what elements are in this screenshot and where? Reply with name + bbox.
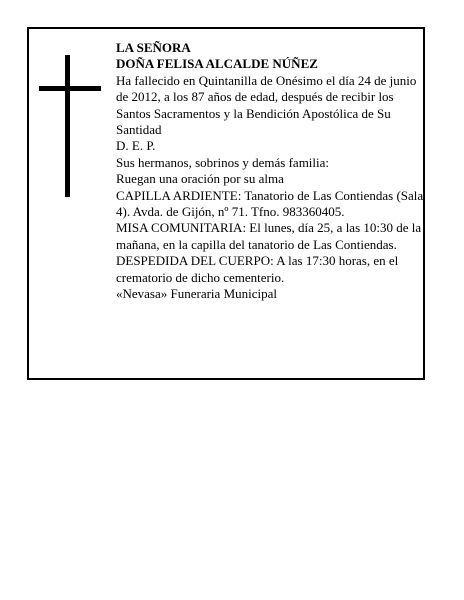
farewell-details: DESPEDIDA DEL CUERPO: A las 17:30 horas, en el crematorio de dicho cementerio.: [116, 253, 399, 285]
obituary-notice: [27, 27, 425, 380]
notice-text: [116, 40, 424, 303]
family-line: Sus hermanos, sobrinos y demás familia:: [116, 154, 330, 170]
cross-horizontal-bar: [39, 86, 101, 91]
death-announcement: Ha fallecido en Quintanilla de Onésimo el día 24 de junio de 2012, a los 87 años de edad, después de recibir los Santos Sacramentos y la Bendición Apostólica de Su Santidad: [116, 72, 417, 138]
latin-cross-icon: [39, 55, 101, 197]
cross-vertical-bar: [65, 55, 70, 197]
funeral-home: «Nevasa» Funeraria Municipal: [116, 286, 278, 302]
prayer-request: Ruegan una oración por su alma: [116, 171, 284, 187]
notice-title: LA SEÑORA: [116, 40, 191, 55]
chapel-details: CAPILLA ARDIENTE: Tanatorio de Las Contiendas (Sala 4). Avda. de Gijón, nº 71. Tfno. 983360405.: [116, 187, 424, 220]
deceased-name: DOÑA FELISA ALCALDE NÚÑEZ: [116, 56, 318, 72]
mass-details: MISA COMUNITARIA: El lunes, día 25, a las 10:30 de la mañana, en la capilla del tanatorio de Las Contiendas.: [116, 220, 422, 252]
rest-in-peace: D. E. P.: [116, 138, 156, 154]
